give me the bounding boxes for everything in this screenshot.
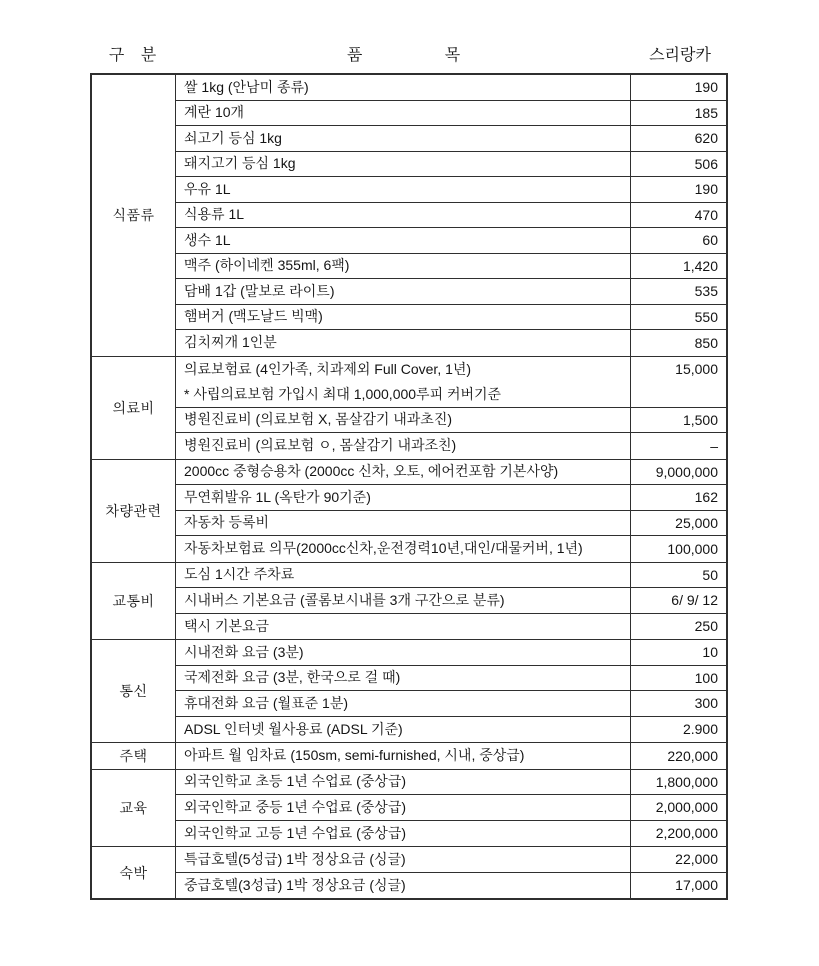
table-row: [176, 640, 726, 666]
price-cell: 100,000: [667, 540, 718, 557]
item-text: 시내버스 기본요금 (콜롬보시내를 3개 구간으로 분류): [184, 591, 505, 608]
table-row: [176, 357, 726, 408]
item-cell: [176, 821, 631, 847]
item-cell: [176, 101, 631, 126]
price-cell: 506: [694, 155, 718, 172]
price-cell: 2,200,000: [655, 825, 718, 842]
table-row: [176, 795, 726, 821]
table-section-4: [92, 640, 726, 743]
price-cell: 10: [702, 644, 718, 661]
category-cell: 의료비: [92, 357, 176, 459]
table-row: [176, 770, 726, 796]
category-cell: 교육: [92, 770, 176, 847]
price-cell: 620: [694, 130, 718, 147]
item-text: 담배 1갑 (말보로 라이트): [184, 282, 335, 299]
item-cell: [176, 588, 631, 613]
header-category-label: 구 분: [108, 46, 157, 64]
item-text: 아파트 월 임차료 (150sm, semi-furnished, 시내, 중상급): [184, 747, 525, 764]
item-text: 식용류 1L: [184, 206, 245, 223]
item-cell: [176, 743, 631, 769]
price-table: [90, 73, 728, 900]
table-row: [176, 254, 726, 280]
table-row: [176, 305, 726, 331]
item-cell: [176, 563, 631, 588]
table-row: [176, 152, 726, 178]
table-row: [176, 203, 726, 229]
item-cell: [176, 614, 631, 640]
item-text: ADSL 인터넷 월사용료 (ADSL 기준): [184, 720, 403, 737]
item-text: 김치찌개 1인분: [184, 334, 277, 351]
table-row: [176, 536, 726, 562]
table-row: [176, 717, 726, 743]
category-cell: 식품류: [92, 75, 176, 356]
table-row: [176, 228, 726, 254]
price-cell: 1,420: [682, 257, 718, 274]
item-cell: [176, 152, 631, 177]
price-cell: 9,000,000: [655, 463, 718, 480]
item-text: 계란 10개: [184, 104, 245, 121]
item-text: 택시 기본요금: [184, 617, 270, 634]
item-text: 돼지고기 등심 1kg: [184, 155, 296, 172]
item-cell: [176, 485, 631, 510]
price-cell: 185: [694, 104, 718, 121]
item-text: 우유 1L: [184, 180, 231, 197]
item-text: 국제전화 요금 (3분, 한국으로 걸 때): [184, 669, 401, 686]
table-row: [176, 614, 726, 640]
item-cell: [176, 640, 631, 665]
table-row: [176, 743, 726, 769]
item-text: 외국인학교 고등 1년 수업료 (중상급): [184, 824, 407, 841]
price-cell: 6/ 9/ 12: [671, 592, 718, 609]
table-row: [176, 75, 726, 101]
item-cell: [176, 279, 631, 304]
item-cell: [176, 330, 631, 356]
table-row: [176, 101, 726, 127]
item-cell: [176, 873, 631, 899]
header-country-label: 스리랑카: [649, 46, 711, 64]
category-cell: 교통비: [92, 563, 176, 640]
table-row: [176, 588, 726, 614]
item-text: 자동차보험료 의무(2000cc신차,운전경력10년,대인/대물커버, 1년): [184, 540, 583, 557]
price-cell: 190: [694, 79, 718, 96]
item-text: 생수 1L: [184, 231, 231, 248]
table-section-5: [92, 743, 726, 770]
category-cell: 차량관련: [92, 460, 176, 562]
table-header: [90, 38, 728, 68]
price-cell: 1,800,000: [655, 773, 718, 790]
item-cell: [176, 847, 631, 872]
table-row: [176, 847, 726, 873]
table-row: [176, 433, 726, 459]
price-cell: 250: [694, 618, 718, 635]
table-row: [176, 666, 726, 692]
table-section-3: [92, 563, 726, 641]
price-cell: 300: [694, 695, 718, 712]
table-row: [176, 691, 726, 717]
item-cell: [176, 795, 631, 820]
table-row: [176, 511, 726, 537]
item-text: 자동차 등록비: [184, 514, 270, 531]
table-row: [176, 126, 726, 152]
item-cell: [176, 305, 631, 330]
item-text: 특급호텔(5성급) 1박 정상요금 (싱글): [184, 850, 406, 867]
price-cell: 22,000: [675, 851, 718, 868]
price-cell: 50: [702, 566, 718, 583]
price-cell: 162: [694, 489, 718, 506]
price-cell: 535: [694, 283, 718, 300]
item-text: 무연휘발유 1L (옥탄가 90기준): [184, 488, 371, 505]
table-row: [176, 330, 726, 356]
price-cell: 15,000: [675, 360, 718, 377]
category-cell: 주택: [92, 743, 176, 769]
item-cell: [176, 408, 631, 433]
item-cell: [176, 460, 631, 485]
price-cell: 25,000: [675, 514, 718, 531]
item-text: 외국인학교 초등 1년 수업료 (중상급): [184, 773, 407, 790]
category-cell: 통신: [92, 640, 176, 742]
table-section-0: [92, 75, 726, 357]
table-section-1: [92, 357, 726, 460]
item-text: 맥주 (하이네켄 355ml, 6팩): [184, 257, 350, 274]
table-section-7: [92, 847, 726, 898]
price-cell: 2.900: [682, 721, 718, 738]
item-text: 쌀 1kg (안남미 종류): [184, 78, 309, 95]
price-cell: 470: [694, 206, 718, 223]
item-text: 햄버거 (맥도날드 빅맥): [184, 308, 323, 325]
price-cell: 17,000: [675, 877, 718, 894]
price-cell: 1,500: [682, 411, 718, 428]
table-section-2: [92, 460, 726, 563]
item-text: 2000cc 중형승용차 (2000cc 신차, 오토, 에어컨포함 기본사양): [184, 463, 559, 480]
item-text: 휴대전화 요금 (월표준 1분): [184, 694, 349, 711]
item-cell: [176, 357, 631, 407]
table-row: [176, 821, 726, 847]
item-cell: [176, 228, 631, 253]
item-cell: [176, 75, 631, 100]
item-cell: [176, 511, 631, 536]
price-cell: 2,000,000: [655, 799, 718, 816]
table-row: [176, 177, 726, 203]
price-cell: 100: [694, 669, 718, 686]
item-cell: [176, 433, 631, 459]
table-row: [176, 563, 726, 589]
price-cell: 60: [702, 232, 718, 249]
item-text: 병원진료비 (의료보험 ㅇ, 몸살감기 내과조친): [184, 437, 457, 454]
price-cell: 190: [694, 181, 718, 198]
table-row: [176, 873, 726, 899]
category-cell: 숙박: [92, 847, 176, 898]
table-row: [176, 485, 726, 511]
item-cell: [176, 691, 631, 716]
item-cell: [176, 666, 631, 691]
item-cell: [176, 254, 631, 279]
table-row: [176, 460, 726, 486]
item-text: 중급호텔(3성급) 1박 정상요금 (싱글): [184, 876, 406, 893]
item-text: 쇠고기 등심 1kg: [184, 129, 282, 146]
item-text: 의료보험료 (4인가족, 치과제외 Full Cover, 1년): [184, 360, 472, 377]
price-cell: 550: [694, 308, 718, 325]
item-cell: [176, 126, 631, 151]
price-cell: 850: [694, 334, 718, 351]
item-note: * 사립의료보험 가입시 최대 1,000,000루피 커버기준: [184, 385, 502, 402]
price-cell: –: [710, 437, 718, 454]
item-cell: [176, 203, 631, 228]
item-text: 시내전화 요금 (3분): [184, 643, 304, 660]
table-section-6: [92, 770, 726, 848]
price-cell: 220,000: [667, 747, 718, 764]
item-text: 도심 1시간 주차료: [184, 566, 295, 583]
item-text: 병원진료비 (의료보험 X, 몸살감기 내과초진): [184, 411, 453, 428]
table-row: [176, 408, 726, 434]
item-cell: [176, 770, 631, 795]
header-item-label: 품 목: [346, 46, 461, 64]
table-row: [176, 279, 726, 305]
item-text: 외국인학교 중등 1년 수업료 (중상급): [184, 798, 407, 815]
item-cell: [176, 536, 631, 562]
item-cell: [176, 717, 631, 743]
item-cell: [176, 177, 631, 202]
